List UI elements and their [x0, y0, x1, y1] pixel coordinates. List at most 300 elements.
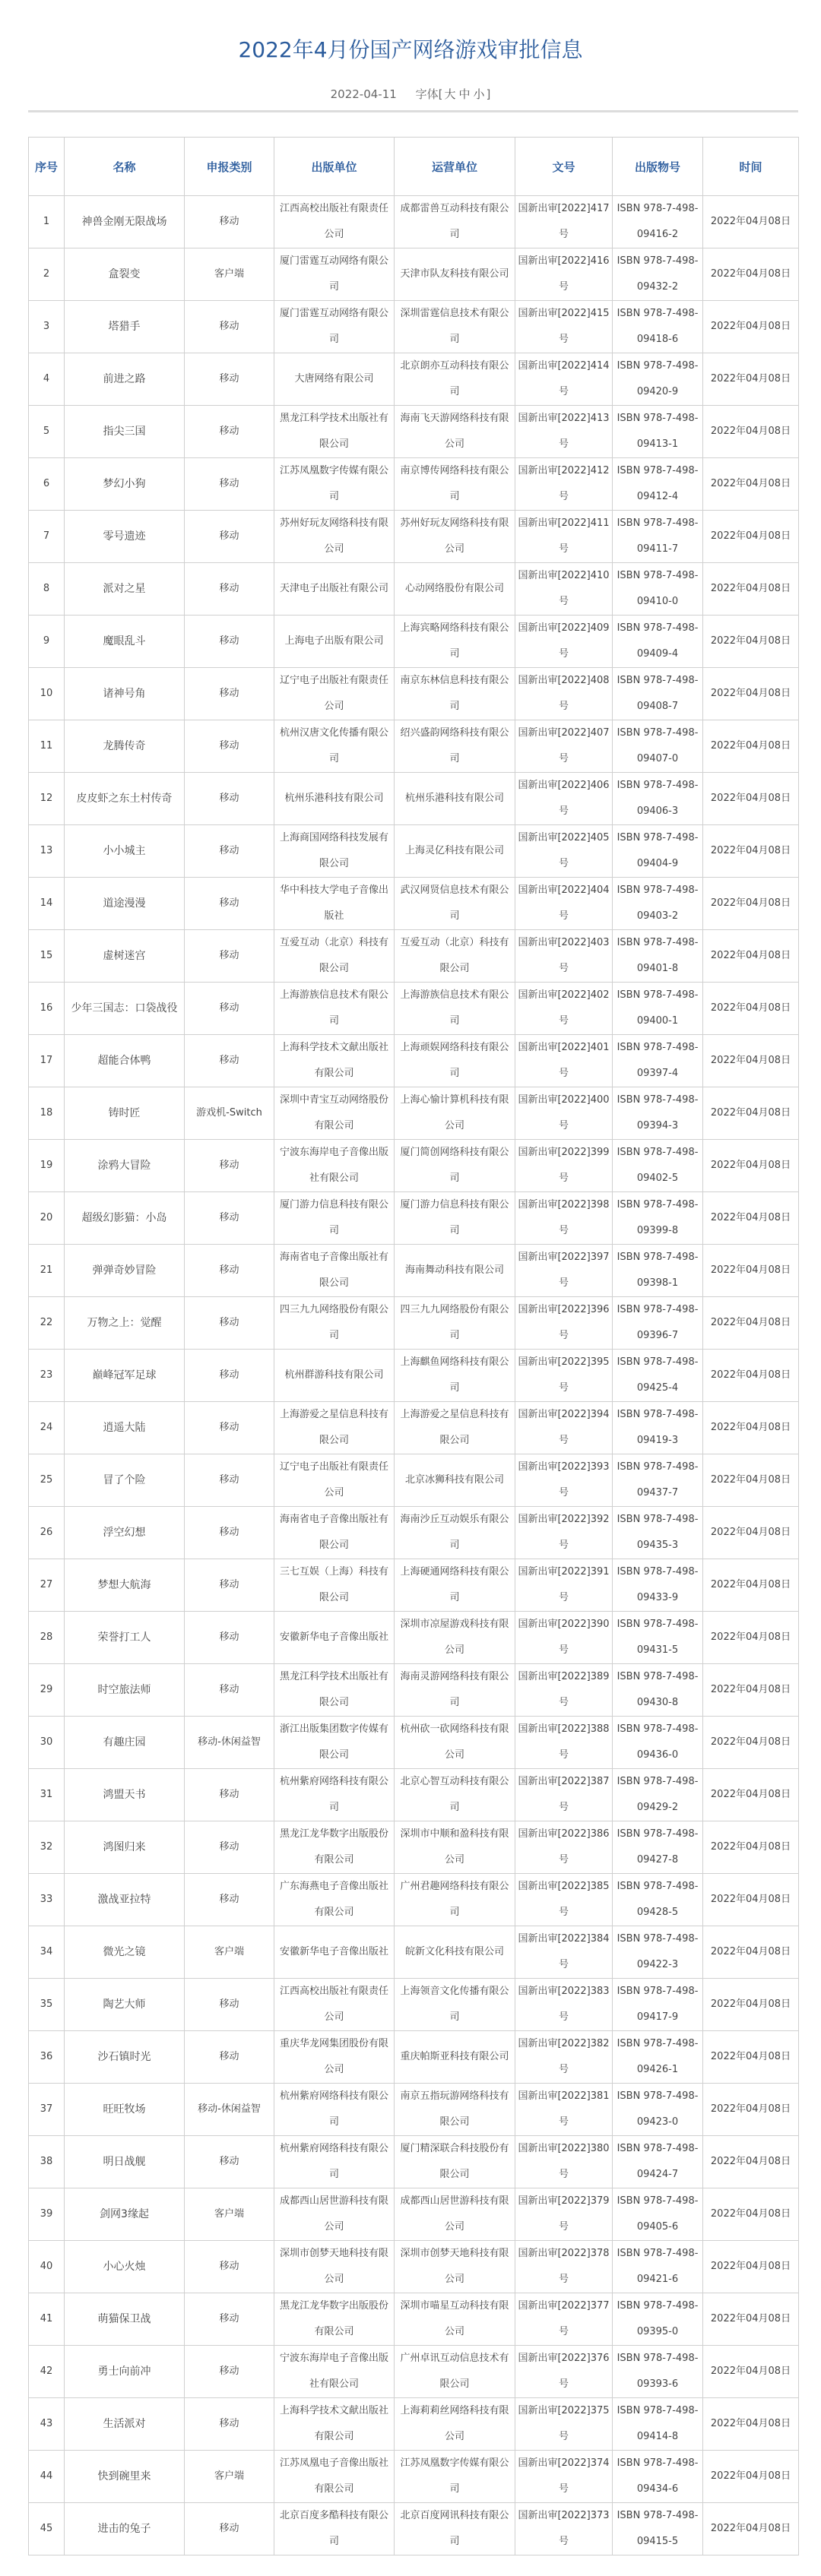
cell-isbn: ISBN 978-7-498-09435-3: [613, 1507, 703, 1559]
cell-type: 移动: [185, 2031, 274, 2084]
cell-doc-number: 国新出审[2022]396号: [515, 1297, 613, 1350]
cell-operator: 重庆帕斯亚科技有限公司: [395, 2031, 515, 2084]
cell-isbn: ISBN 978-7-498-09416-2: [613, 196, 703, 248]
cell-name: 皮皮虾之东土村传奇: [65, 773, 185, 825]
publish-date: 2022-04-11: [330, 87, 397, 101]
cell-type: 移动: [185, 1821, 274, 1874]
table-row: [29, 2241, 799, 2293]
header-doc-number: 文号: [515, 138, 613, 196]
cell-publisher: 杭州乐港科技有限公司: [274, 773, 395, 825]
cell-isbn: ISBN 978-7-498-09408-7: [613, 668, 703, 720]
cell-no: 34: [29, 1926, 65, 1979]
table-row: [29, 1664, 799, 1717]
cell-no: 40: [29, 2241, 65, 2293]
cell-name: 梦想大航海: [65, 1559, 185, 1612]
cell-no: 22: [29, 1297, 65, 1350]
table-header-row: [29, 138, 799, 196]
cell-name: 前进之路: [65, 353, 185, 406]
cell-date: 2022年04月08日: [703, 668, 799, 720]
cell-publisher: 海南省电子音像出版社有限公司: [274, 1507, 395, 1559]
cell-publisher: 上海科学技术文献出版社有限公司: [274, 1035, 395, 1087]
cell-name: 鸿图归来: [65, 1821, 185, 1874]
header-isbn: 出版物号: [613, 138, 703, 196]
cell-operator: 深圳市凉屋游戏科技有限公司: [395, 1612, 515, 1664]
header-no: 序号: [29, 138, 65, 196]
table-row: [29, 2346, 799, 2398]
cell-publisher: 黑龙江科学技术出版社有限公司: [274, 1664, 395, 1717]
cell-no: 33: [29, 1874, 65, 1926]
cell-no: 23: [29, 1350, 65, 1402]
cell-publisher: 浙江出版集团数字传媒有限公司: [274, 1717, 395, 1769]
cell-date: 2022年04月08日: [703, 983, 799, 1035]
cell-operator: 心动网络股份有限公司: [395, 563, 515, 616]
cell-isbn: ISBN 978-7-498-09426-1: [613, 2031, 703, 2084]
cell-isbn: ISBN 978-7-498-09406-3: [613, 773, 703, 825]
table-row: [29, 196, 799, 248]
cell-operator: 上海领音文化传播有限公司: [395, 1979, 515, 2031]
cell-no: 31: [29, 1769, 65, 1821]
cell-name: 涂鸦大冒险: [65, 1140, 185, 1192]
cell-publisher: 厦门游力信息科技有限公司: [274, 1192, 395, 1245]
cell-operator: 苏州好玩友网络科技有限公司: [395, 511, 515, 563]
cell-name: 勇士向前冲: [65, 2346, 185, 2398]
cell-date: 2022年04月08日: [703, 1612, 799, 1664]
cell-publisher: 辽宁电子出版社有限责任公司: [274, 668, 395, 720]
cell-no: 18: [29, 1087, 65, 1140]
cell-doc-number: 国新出审[2022]387号: [515, 1769, 613, 1821]
cell-operator: 上海心愉计算机科技有限公司: [395, 1087, 515, 1140]
cell-name: 小小城主: [65, 825, 185, 878]
cell-type: 移动: [185, 1454, 274, 1507]
cell-name: 萌猫保卫战: [65, 2293, 185, 2346]
table-row: [29, 1402, 799, 1454]
cell-no: 8: [29, 563, 65, 616]
cell-no: 45: [29, 2503, 65, 2555]
cell-name: 万物之上：觉醒: [65, 1297, 185, 1350]
cell-operator: 北京百度网讯科技有限公司: [395, 2503, 515, 2555]
cell-isbn: ISBN 978-7-498-09404-9: [613, 825, 703, 878]
cell-publisher: 杭州群游科技有限公司: [274, 1350, 395, 1402]
cell-isbn: ISBN 978-7-498-09419-3: [613, 1402, 703, 1454]
cell-publisher: 辽宁电子出版社有限责任公司: [274, 1454, 395, 1507]
cell-operator: 成都西山居世游科技有限公司: [395, 2188, 515, 2241]
cell-isbn: ISBN 978-7-498-09410-0: [613, 563, 703, 616]
cell-doc-number: 国新出审[2022]409号: [515, 616, 613, 668]
cell-type: 移动: [185, 720, 274, 773]
cell-doc-number: 国新出审[2022]410号: [515, 563, 613, 616]
cell-date: 2022年04月08日: [703, 1297, 799, 1350]
cell-operator: 互爱互动（北京）科技有限公司: [395, 930, 515, 983]
cell-no: 2: [29, 248, 65, 301]
cell-name: 盒裂变: [65, 248, 185, 301]
cell-type: 移动: [185, 196, 274, 248]
table-row: [29, 1717, 799, 1769]
cell-isbn: ISBN 978-7-498-09432-2: [613, 248, 703, 301]
cell-doc-number: 国新出审[2022]373号: [515, 2503, 613, 2555]
cell-operator: 深圳市创梦天地科技有限公司: [395, 2241, 515, 2293]
cell-isbn: ISBN 978-7-498-09413-1: [613, 406, 703, 458]
cell-operator: 广州君趣网络科技有限公司: [395, 1874, 515, 1926]
cell-no: 12: [29, 773, 65, 825]
cell-doc-number: 国新出审[2022]391号: [515, 1559, 613, 1612]
cell-doc-number: 国新出审[2022]408号: [515, 668, 613, 720]
cell-operator: 南京博传网络科技有限公司: [395, 458, 515, 511]
cell-operator: 海南飞天游网络科技有限公司: [395, 406, 515, 458]
cell-publisher: 江西高校出版社有限责任公司: [274, 196, 395, 248]
cell-isbn: ISBN 978-7-498-09398-1: [613, 1245, 703, 1297]
cell-type: 移动: [185, 1140, 274, 1192]
cell-isbn: ISBN 978-7-498-09395-0: [613, 2293, 703, 2346]
cell-type: 移动: [185, 1507, 274, 1559]
cell-type: 客户端: [185, 1926, 274, 1979]
cell-no: 26: [29, 1507, 65, 1559]
table-row: [29, 2188, 799, 2241]
cell-isbn: ISBN 978-7-498-09397-4: [613, 1035, 703, 1087]
cell-isbn: ISBN 978-7-498-09409-4: [613, 616, 703, 668]
cell-isbn: ISBN 978-7-498-09434-6: [613, 2451, 703, 2503]
cell-operator: 上海宾略网络科技有限公司: [395, 616, 515, 668]
cell-date: 2022年04月08日: [703, 1559, 799, 1612]
cell-publisher: 江西高校出版社有限责任公司: [274, 1979, 395, 2031]
cell-date: 2022年04月08日: [703, 1350, 799, 1402]
cell-type: 移动: [185, 616, 274, 668]
cell-operator: 江苏凤凰数字传媒有限公司: [395, 2451, 515, 2503]
cell-date: 2022年04月08日: [703, 773, 799, 825]
cell-type: 移动: [185, 301, 274, 353]
cell-date: 2022年04月08日: [703, 563, 799, 616]
cell-operator: 厦门精深联合科技股份有限公司: [395, 2136, 515, 2188]
cell-date: 2022年04月08日: [703, 2293, 799, 2346]
header-type: 申报类别: [185, 138, 274, 196]
cell-no: 44: [29, 2451, 65, 2503]
cell-isbn: ISBN 978-7-498-09424-7: [613, 2136, 703, 2188]
cell-name: 逍遥大陆: [65, 1402, 185, 1454]
cell-date: 2022年04月08日: [703, 406, 799, 458]
cell-isbn: ISBN 978-7-498-09394-3: [613, 1087, 703, 1140]
cell-isbn: ISBN 978-7-498-09396-7: [613, 1297, 703, 1350]
cell-name: 超级幻影猫：小岛: [65, 1192, 185, 1245]
table-row: [29, 878, 799, 930]
cell-operator: 厦门简创网络科技有限公司: [395, 1140, 515, 1192]
cell-name: 剑网3缘起: [65, 2188, 185, 2241]
cell-isbn: ISBN 978-7-498-09401-8: [613, 930, 703, 983]
cell-operator: 海南灵游网络科技有限公司: [395, 1664, 515, 1717]
cell-doc-number: 国新出审[2022]382号: [515, 2031, 613, 2084]
cell-type: 移动: [185, 1559, 274, 1612]
cell-operator: 南京东林信息科技有限公司: [395, 668, 515, 720]
cell-isbn: ISBN 978-7-498-09428-5: [613, 1874, 703, 1926]
font-size-label: 字体: [415, 87, 439, 101]
cell-doc-number: 国新出审[2022]379号: [515, 2188, 613, 2241]
cell-name: 少年三国志：口袋战役: [65, 983, 185, 1035]
table-row: [29, 668, 799, 720]
cell-publisher: 华中科技大学电子音像出版社: [274, 878, 395, 930]
cell-date: 2022年04月08日: [703, 2188, 799, 2241]
cell-type: 移动: [185, 825, 274, 878]
font-size-medium-button[interactable]: 中: [458, 87, 471, 101]
cell-type: 移动: [185, 1979, 274, 2031]
cell-date: 2022年04月08日: [703, 2031, 799, 2084]
cell-doc-number: 国新出审[2022]395号: [515, 1350, 613, 1402]
cell-date: 2022年04月08日: [703, 2346, 799, 2398]
font-size-small-button[interactable]: 小: [473, 87, 485, 101]
table-body: [29, 196, 799, 2555]
cell-operator: 上海麒鱼网络科技有限公司: [395, 1350, 515, 1402]
cell-publisher: 杭州紫府网络科技有限公司: [274, 2084, 395, 2136]
table-row: [29, 2503, 799, 2555]
cell-date: 2022年04月08日: [703, 2136, 799, 2188]
cell-publisher: 深圳中青宝互动网络股份有限公司: [274, 1087, 395, 1140]
table-row: [29, 353, 799, 406]
cell-name: 微光之镜: [65, 1926, 185, 1979]
cell-type: 移动: [185, 563, 274, 616]
cell-isbn: ISBN 978-7-498-09403-2: [613, 878, 703, 930]
cell-name: 诸神号角: [65, 668, 185, 720]
cell-date: 2022年04月08日: [703, 1192, 799, 1245]
cell-date: 2022年04月08日: [703, 301, 799, 353]
cell-no: 41: [29, 2293, 65, 2346]
cell-date: 2022年04月08日: [703, 930, 799, 983]
cell-doc-number: 国新出审[2022]393号: [515, 1454, 613, 1507]
cell-publisher: 黑龙江龙华数字出版股份有限公司: [274, 1821, 395, 1874]
cell-date: 2022年04月08日: [703, 196, 799, 248]
cell-isbn: ISBN 978-7-498-09399-8: [613, 1192, 703, 1245]
cell-doc-number: 国新出审[2022]406号: [515, 773, 613, 825]
page-title: 2022年4月份国产网络游戏审批信息: [238, 37, 583, 62]
cell-name: 沙石镇时光: [65, 2031, 185, 2084]
cell-operator: 皖新文化科技有限公司: [395, 1926, 515, 1979]
cell-date: 2022年04月08日: [703, 2398, 799, 2451]
cell-operator: 绍兴盛韵网络科技有限公司: [395, 720, 515, 773]
cell-doc-number: 国新出审[2022]381号: [515, 2084, 613, 2136]
cell-doc-number: 国新出审[2022]378号: [515, 2241, 613, 2293]
cell-doc-number: 国新出审[2022]392号: [515, 1507, 613, 1559]
cell-operator: 深圳市喵星互动科技有限公司: [395, 2293, 515, 2346]
table-row: [29, 983, 799, 1035]
table-row: [29, 1035, 799, 1087]
cell-no: 43: [29, 2398, 65, 2451]
table-row: [29, 773, 799, 825]
cell-operator: 上海游族信息技术有限公司: [395, 983, 515, 1035]
font-size-large-button[interactable]: 大: [444, 87, 456, 101]
cell-doc-number: 国新出审[2022]394号: [515, 1402, 613, 1454]
cell-publisher: 苏州好玩友网络科技有限公司: [274, 511, 395, 563]
cell-name: 超能合体鸭: [65, 1035, 185, 1087]
cell-type: 客户端: [185, 2188, 274, 2241]
cell-no: 19: [29, 1140, 65, 1192]
cell-isbn: ISBN 978-7-498-09425-4: [613, 1350, 703, 1402]
cell-publisher: 厦门雷霆互动网络有限公司: [274, 301, 395, 353]
cell-doc-number: 国新出审[2022]407号: [515, 720, 613, 773]
cell-isbn: ISBN 978-7-498-09418-6: [613, 301, 703, 353]
cell-publisher: 成都西山居世游科技有限公司: [274, 2188, 395, 2241]
cell-date: 2022年04月08日: [703, 1402, 799, 1454]
cell-publisher: 杭州紫府网络科技有限公司: [274, 1769, 395, 1821]
cell-no: 1: [29, 196, 65, 248]
cell-no: 10: [29, 668, 65, 720]
cell-name: 冒了个险: [65, 1454, 185, 1507]
cell-no: 32: [29, 1821, 65, 1874]
cell-doc-number: 国新出审[2022]415号: [515, 301, 613, 353]
cell-isbn: ISBN 978-7-498-09420-9: [613, 353, 703, 406]
cell-date: 2022年04月08日: [703, 511, 799, 563]
header-operator: 运营单位: [395, 138, 515, 196]
cell-type: 移动: [185, 773, 274, 825]
font-size-bracket-open: [: [438, 87, 443, 101]
cell-type: 移动: [185, 930, 274, 983]
cell-no: 30: [29, 1717, 65, 1769]
cell-name: 虚树迷宫: [65, 930, 185, 983]
cell-operator: 广州卓讯互动信息技术有限公司: [395, 2346, 515, 2398]
cell-publisher: 厦门雷霆互动网络有限公司: [274, 248, 395, 301]
cell-publisher: 江苏凤凰电子音像出版社有限公司: [274, 2451, 395, 2503]
table-row: [29, 406, 799, 458]
cell-doc-number: 国新出审[2022]383号: [515, 1979, 613, 2031]
cell-no: 35: [29, 1979, 65, 2031]
cell-doc-number: 国新出审[2022]386号: [515, 1821, 613, 1874]
cell-type: 移动: [185, 1664, 274, 1717]
cell-date: 2022年04月08日: [703, 353, 799, 406]
cell-isbn: ISBN 978-7-498-09402-5: [613, 1140, 703, 1192]
cell-doc-number: 国新出审[2022]376号: [515, 2346, 613, 2398]
table-row: [29, 2293, 799, 2346]
cell-type: 移动: [185, 668, 274, 720]
cell-date: 2022年04月08日: [703, 2503, 799, 2555]
cell-publisher: 天津电子出版社有限公司: [274, 563, 395, 616]
cell-operator: 成都雷兽互动科技有限公司: [395, 196, 515, 248]
cell-name: 浮空幻想: [65, 1507, 185, 1559]
cell-date: 2022年04月08日: [703, 1874, 799, 1926]
cell-no: 38: [29, 2136, 65, 2188]
cell-isbn: ISBN 978-7-498-09414-8: [613, 2398, 703, 2451]
cell-isbn: ISBN 978-7-498-09433-9: [613, 1559, 703, 1612]
cell-no: 17: [29, 1035, 65, 1087]
cell-date: 2022年04月08日: [703, 1035, 799, 1087]
table-row: [29, 930, 799, 983]
cell-publisher: 上海游族信息技术有限公司: [274, 983, 395, 1035]
cell-doc-number: 国新出审[2022]399号: [515, 1140, 613, 1192]
cell-doc-number: 国新出审[2022]388号: [515, 1717, 613, 1769]
cell-name: 龙腾传奇: [65, 720, 185, 773]
cell-name: 梦幻小狗: [65, 458, 185, 511]
title-divider: [28, 110, 798, 112]
cell-name: 道途漫漫: [65, 878, 185, 930]
cell-no: 42: [29, 2346, 65, 2398]
cell-name: 零号遗迹: [65, 511, 185, 563]
table-row: [29, 1140, 799, 1192]
cell-doc-number: 国新出审[2022]385号: [515, 1874, 613, 1926]
cell-type: 移动: [185, 2293, 274, 2346]
cell-isbn: ISBN 978-7-498-09415-5: [613, 2503, 703, 2555]
cell-publisher: 黑龙江龙华数字出版股份有限公司: [274, 2293, 395, 2346]
cell-type: 移动: [185, 1035, 274, 1087]
table-row: [29, 1507, 799, 1559]
cell-name: 塔猎手: [65, 301, 185, 353]
cell-publisher: 三七互娱（上海）科技有限公司: [274, 1559, 395, 1612]
cell-name: 指尖三国: [65, 406, 185, 458]
cell-doc-number: 国新出审[2022]414号: [515, 353, 613, 406]
cell-name: 快到碗里来: [65, 2451, 185, 2503]
cell-type: 客户端: [185, 248, 274, 301]
cell-type: 移动: [185, 353, 274, 406]
cell-date: 2022年04月08日: [703, 878, 799, 930]
cell-no: 11: [29, 720, 65, 773]
cell-operator: 杭州砍一砍网络科技有限公司: [395, 1717, 515, 1769]
cell-type: 移动: [185, 878, 274, 930]
table-row: [29, 458, 799, 511]
cell-type: 移动: [185, 1192, 274, 1245]
cell-operator: 武汉网贤信息技术有限公司: [395, 878, 515, 930]
cell-operator: 北京朗亦互动科技有限公司: [395, 353, 515, 406]
table-row: [29, 1297, 799, 1350]
cell-no: 39: [29, 2188, 65, 2241]
header-date: 时间: [703, 138, 799, 196]
cell-doc-number: 国新出审[2022]412号: [515, 458, 613, 511]
cell-operator: 杭州乐港科技有限公司: [395, 773, 515, 825]
cell-date: 2022年04月08日: [703, 1140, 799, 1192]
cell-date: 2022年04月08日: [703, 2451, 799, 2503]
approval-table: [28, 137, 799, 2555]
cell-publisher: 重庆华龙网集团股份有限公司: [274, 2031, 395, 2084]
cell-no: 24: [29, 1402, 65, 1454]
cell-doc-number: 国新出审[2022]380号: [515, 2136, 613, 2188]
cell-no: 29: [29, 1664, 65, 1717]
cell-publisher: 四三九九网络股份有限公司: [274, 1297, 395, 1350]
cell-name: 巅峰冠军足球: [65, 1350, 185, 1402]
cell-type: 移动: [185, 511, 274, 563]
cell-operator: 上海游爱之星信息科技有限公司: [395, 1402, 515, 1454]
cell-name: 进击的兔子: [65, 2503, 185, 2555]
cell-date: 2022年04月08日: [703, 825, 799, 878]
cell-isbn: ISBN 978-7-498-09400-1: [613, 983, 703, 1035]
cell-isbn: ISBN 978-7-498-09393-6: [613, 2346, 703, 2398]
cell-doc-number: 国新出审[2022]402号: [515, 983, 613, 1035]
table-row: [29, 2084, 799, 2136]
table-row: [29, 825, 799, 878]
cell-doc-number: 国新出审[2022]416号: [515, 248, 613, 301]
cell-doc-number: 国新出审[2022]398号: [515, 1192, 613, 1245]
cell-name: 鸿盟天书: [65, 1769, 185, 1821]
cell-operator: 上海顽娱网络科技有限公司: [395, 1035, 515, 1087]
cell-no: 27: [29, 1559, 65, 1612]
cell-no: 16: [29, 983, 65, 1035]
cell-no: 6: [29, 458, 65, 511]
cell-doc-number: 国新出审[2022]403号: [515, 930, 613, 983]
cell-doc-number: 国新出审[2022]411号: [515, 511, 613, 563]
cell-date: 2022年04月08日: [703, 458, 799, 511]
cell-publisher: 海南省电子音像出版社有限公司: [274, 1245, 395, 1297]
cell-date: 2022年04月08日: [703, 720, 799, 773]
cell-isbn: ISBN 978-7-498-09405-6: [613, 2188, 703, 2241]
cell-doc-number: 国新出审[2022]400号: [515, 1087, 613, 1140]
cell-no: 21: [29, 1245, 65, 1297]
cell-no: 37: [29, 2084, 65, 2136]
cell-date: 2022年04月08日: [703, 1664, 799, 1717]
cell-no: 15: [29, 930, 65, 983]
cell-doc-number: 国新出审[2022]413号: [515, 406, 613, 458]
cell-doc-number: 国新出审[2022]404号: [515, 878, 613, 930]
cell-date: 2022年04月08日: [703, 1245, 799, 1297]
cell-no: 13: [29, 825, 65, 878]
cell-no: 20: [29, 1192, 65, 1245]
cell-isbn: ISBN 978-7-498-09429-2: [613, 1769, 703, 1821]
cell-date: 2022年04月08日: [703, 248, 799, 301]
cell-publisher: 杭州紫府网络科技有限公司: [274, 2136, 395, 2188]
cell-no: 36: [29, 2031, 65, 2084]
cell-operator: 四三九九网络股份有限公司: [395, 1297, 515, 1350]
cell-name: 明日战舰: [65, 2136, 185, 2188]
table-row: [29, 1612, 799, 1664]
